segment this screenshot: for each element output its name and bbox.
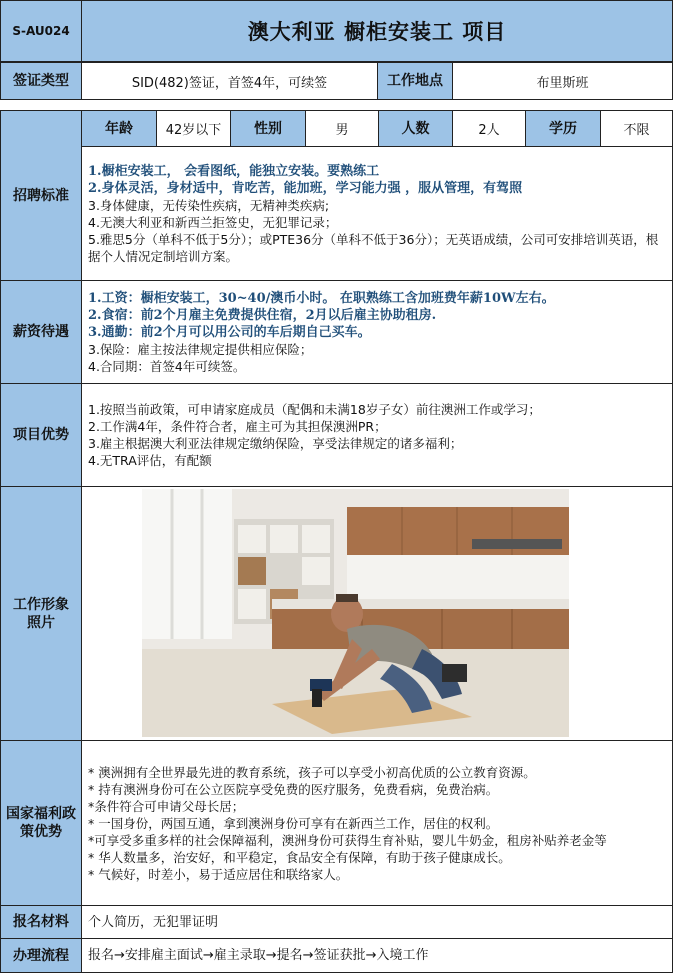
requirement-line: 3.身体健康，无传染性疾病，无精神类疾病;	[88, 197, 330, 213]
requirements-text	[82, 147, 672, 280]
edu-label: 学历	[549, 120, 577, 137]
age-value-cell	[157, 111, 231, 146]
process-label-cell	[1, 939, 82, 972]
advantage-line: 2.工作满4年，条件符合者，雇主可为其担保澳洲PR；	[88, 419, 387, 434]
requirement-line: 5.雅思5分（单科不低于5分）；或PTE36分（单科不低于36分）；无英语成绩，公司可安排培训英语，根据个人情况定制培训方案。	[88, 231, 659, 264]
count-value: 2人	[478, 123, 500, 138]
project-code-cell	[1, 1, 82, 61]
gender-label: 性别	[254, 120, 282, 137]
count-label: 人数	[401, 120, 430, 137]
requirement-line: 4.无澳大利亚和新西兰拒签史，无犯罪记录；	[88, 214, 338, 230]
process-row	[0, 938, 673, 973]
count-label-cell	[379, 111, 453, 146]
welfare-line: * 一国身份，两国互通，拿到澳洲身份可享有在新西兰工作，居住的权利。	[88, 815, 499, 831]
process-label: 办理流程	[13, 947, 69, 964]
materials-row	[0, 905, 673, 939]
salary-line: 3.通勤：前2个月可以用公司的车后期自己买车。	[88, 324, 371, 340]
requirement-line: 1.橱柜安装工， 会看图纸，能独立安装。要熟练工	[88, 163, 380, 179]
process-value: 报名→安排雇主面试→雇主录取→提名→签证获批→入境工作	[88, 948, 429, 963]
location-label-cell	[378, 63, 453, 99]
visa-label-cell	[1, 63, 82, 99]
welfare-label-cell	[1, 741, 82, 905]
header-row	[0, 0, 673, 62]
salary-line: 4.合同期：首签4年可续签。	[88, 358, 246, 374]
project-code: S-AU024	[12, 24, 70, 38]
photo-label: 工作形象照片	[13, 596, 69, 631]
salary-label-cell	[1, 281, 82, 383]
age-label-cell	[82, 111, 157, 146]
salary-line: 2.食宿：前2个月雇主免费提供住宿，2月以后雇主协助租房.	[88, 307, 437, 323]
visa-value-cell	[82, 63, 378, 99]
gender-value: 男	[335, 123, 349, 138]
page-title: 澳大利亚 橱柜安装工 项目	[247, 20, 507, 44]
materials-label: 报名材料	[13, 914, 69, 930]
edu-value-cell	[601, 111, 672, 146]
location-value-cell	[453, 63, 672, 99]
location-label: 工作地点	[387, 73, 443, 89]
welfare-line: * 华人数量多，治安好，和平稳定，食品安全有保障，有助于孩子健康成长。	[88, 849, 511, 865]
attributes-row	[82, 111, 672, 147]
materials-value-cell	[82, 906, 672, 938]
edu-value: 不限	[623, 123, 650, 138]
requirements-label-cell	[1, 111, 82, 280]
materials-label-cell	[1, 906, 82, 938]
welfare-line: * 持有澳洲身份可在公立医院享受免费的医疗服务，免费看病，免费治病。	[88, 781, 499, 797]
requirements-label: 招聘标准	[13, 187, 69, 204]
salary-line: 3.保险：雇主按法律规定提供相应保险；	[88, 341, 313, 357]
salary-section	[0, 280, 673, 384]
salary-label: 薪资待遇	[13, 324, 69, 340]
requirements-section	[0, 110, 673, 281]
visa-label: 签证类型	[13, 73, 69, 89]
advantages-section	[0, 383, 673, 487]
salary-line: 1.工资：橱柜安装工，30~40/澳币小时。 在职熟练工含加班费年薪10W左右。	[88, 290, 555, 306]
edu-label-cell	[526, 111, 601, 146]
advantages-label-cell	[1, 384, 82, 486]
title-cell	[82, 1, 672, 61]
welfare-line: *条件符合可申请父母长居；	[88, 798, 245, 814]
advantage-line: 3.雇主根据澳大利亚法律规定缴纳保险，享受法律规定的诸多福利；	[88, 436, 463, 451]
photo-label-cell	[1, 487, 82, 740]
age-label: 年龄	[105, 120, 133, 137]
advantages-label: 项目优势	[13, 427, 69, 443]
kitchen-worker-image	[142, 489, 569, 737]
advantages-text	[82, 384, 672, 486]
visa-value: SID(482)签证，首签4年，可续签	[131, 75, 328, 91]
advantage-line: 1.按照当前政策，可申请家庭成员（配偶和未满18岁子女）前往澳洲工作或学习；	[88, 402, 541, 417]
advantage-line: 4.无TRA评估，有配额	[88, 453, 212, 468]
work-photo	[142, 489, 569, 737]
count-value-cell	[453, 111, 526, 146]
salary-text	[82, 281, 672, 383]
visa-row	[0, 62, 673, 100]
process-value-cell	[82, 939, 672, 972]
welfare-line: * 澳洲拥有全世界最先进的教育系统，孩子可以享受小初高优质的公立教育资源。	[88, 764, 536, 780]
materials-value: 个人简历，无犯罪证明	[88, 914, 219, 930]
welfare-section	[0, 740, 673, 906]
gender-label-cell	[231, 111, 306, 146]
location-value: 布里斯班	[536, 75, 589, 91]
welfare-label: 国家福利政策优势	[6, 806, 76, 840]
requirement-line: 2.身体灵活，身材适中，肯吃苦，能加班，学习能力强 ，服从管理，有驾照	[88, 180, 523, 196]
welfare-text	[82, 741, 672, 905]
welfare-line: * 气候好，时差小，易于适应居住和联络家人。	[88, 866, 349, 882]
age-value: 42岁以下	[165, 123, 222, 138]
welfare-line: *可享受多重多样的社会保障福利，澳洲身份可获得生育补贴，婴儿牛奶金，租房补贴养老金等	[88, 832, 607, 848]
gender-value-cell	[306, 111, 379, 146]
